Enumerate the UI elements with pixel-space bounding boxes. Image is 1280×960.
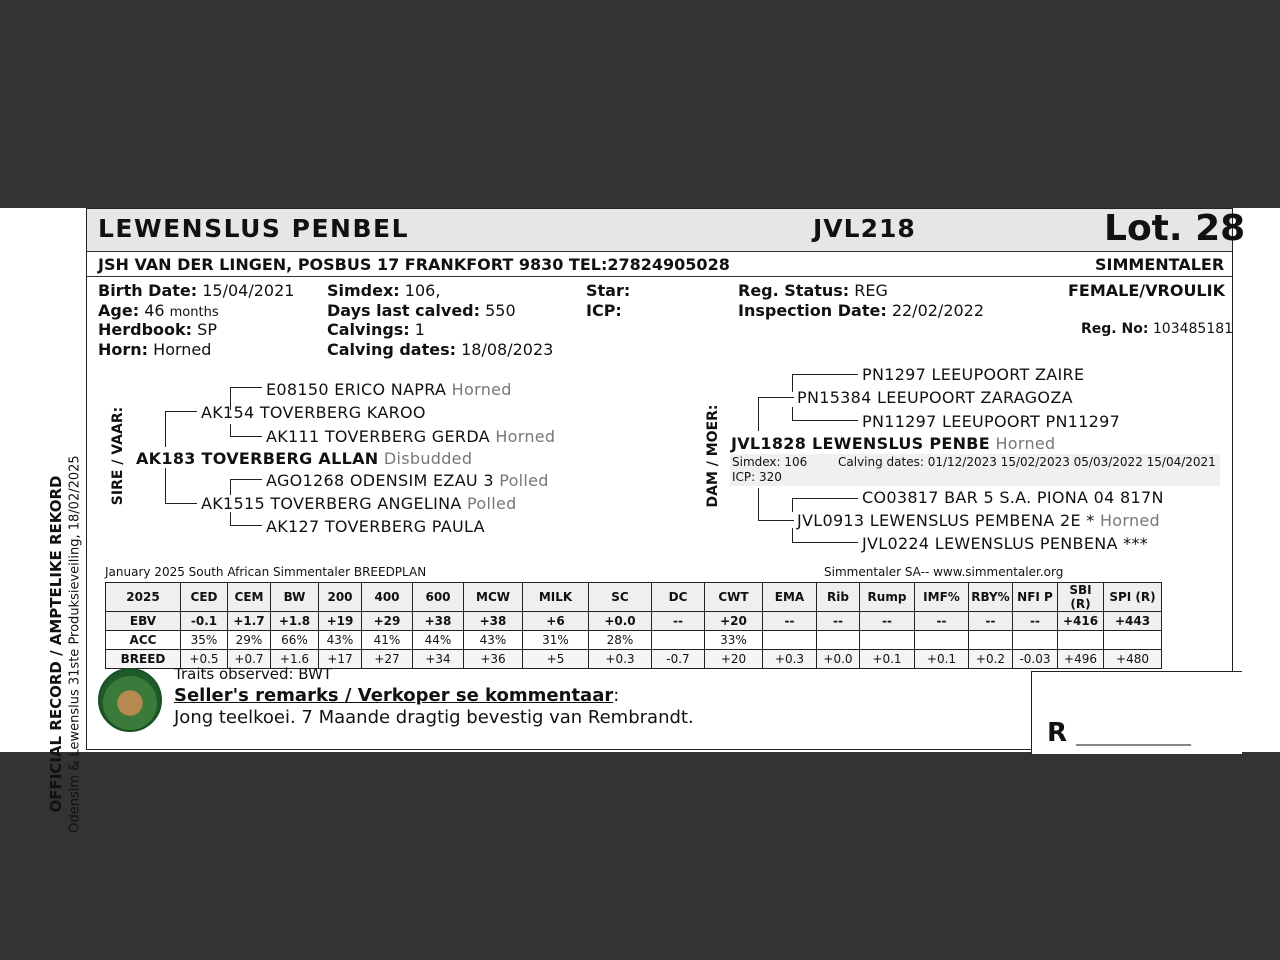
breed-cell: +480 [1104,650,1162,669]
dam-dam: JVL0913 LEWENSLUS PEMBENA 2E * Horned [797,511,1161,530]
breed-cell: +0.3 [589,650,652,669]
headers-cell: CEM [228,583,271,612]
dam-sire: PN15384 LEEUPOORT ZARAGOZA [797,388,1073,407]
headers-cell: Rib [817,583,860,612]
days-last-calved: Days last calved: 550 [327,301,516,320]
headers-cell: Rump [860,583,915,612]
breed-cell: +20 [705,650,763,669]
acc-cell [969,631,1013,650]
ebv-cell: -- [763,612,817,631]
ebv-cell: -0.1 [181,612,228,631]
acc-cell [817,631,860,650]
ebv-cell: EBV [106,612,181,631]
ebv-cell: +443 [1104,612,1162,631]
headers-cell: 200 [319,583,362,612]
dam-simdex: Simdex: 106 [732,455,808,469]
breed-cell: +0.3 [763,650,817,669]
breedplan-title: January 2025 South African Simmentaler BREEDPLAN [105,565,427,579]
acc-cell: 41% [362,631,413,650]
sire-dam-dam: AK127 TOVERBERG PAULA [266,517,485,536]
acc-cell: 29% [228,631,271,650]
ebv-cell: +1.7 [228,612,271,631]
headers-cell: 600 [413,583,464,612]
remarks-text: Jong teelkoei. 7 Maande dragtig bevestig van Rembrandt. [174,707,694,728]
headers-cell: SBI (R) [1058,583,1104,612]
acc-cell [915,631,969,650]
breed-cell: +496 [1058,650,1104,669]
birth-date: Birth Date: 15/04/2021 [98,281,295,300]
headers-cell: NFI P [1013,583,1058,612]
ebv-cell: +19 [319,612,362,631]
owner-address: JSH VAN DER LINGEN, POSBUS 17 FRANKFORT 9830 TEL:27824905028 [98,255,730,274]
calving-dates: Calving dates: 18/08/2023 [327,340,554,359]
remarks-heading: Seller's remarks / Verkoper se kommentaar: [174,685,620,706]
inspection-date: Inspection Date: 22/02/2022 [738,301,985,320]
breed-cell: -0.03 [1013,650,1058,669]
sire-sire-dam: AK111 TOVERBERG GERDA Horned [266,427,556,446]
headers-cell: CWT [705,583,763,612]
ebv-cell: -- [1013,612,1058,631]
ebv-cell: +416 [1058,612,1104,631]
headers-cell: SC [589,583,652,612]
registration-number: Reg. No: 103485181 [1081,321,1234,337]
acc-cell: 66% [271,631,319,650]
headers-cell: EMA [763,583,817,612]
breed-cell: +0.1 [915,650,969,669]
headers-cell: 400 [362,583,413,612]
headers-cell: BW [271,583,319,612]
breedplan-header-row [106,583,1162,612]
ebv-cell: -- [860,612,915,631]
sire-label: SIRE / VAAR: [110,406,126,506]
animal-id: JVL218 [813,214,916,243]
age: Age: 46 months [98,301,219,320]
headers-cell: MCW [464,583,523,612]
traits-observed: Traits observed: BWT [174,665,333,683]
ebv-cell: -- [915,612,969,631]
acc-cell [1104,631,1162,650]
breed-cell: BREED [106,650,181,669]
breedplan-ebv-row [106,612,1162,631]
breed-cell: +1.6 [271,650,319,669]
ebv-cell: +29 [362,612,413,631]
acc-cell [763,631,817,650]
acc-cell: 28% [589,631,652,650]
price-currency: R [1047,718,1068,748]
sex: FEMALE/VROULIK [1068,281,1225,300]
official-record-label: OFFICIAL RECORD / AMPTELIKE REKORD [47,475,65,813]
ebv-cell: +6 [523,612,589,631]
simmentaler-logo [98,668,162,732]
calvings: Calvings: 1 [327,320,425,339]
ebv-cell: +0.0 [589,612,652,631]
headers-cell: IMF% [915,583,969,612]
ebv-cell: -- [652,612,705,631]
dam-dam-sire: CO03817 BAR 5 S.A. PIONA 04 817N [862,488,1164,507]
dam-label: DAM / MOER: [705,404,721,508]
breedplan-website: Simmentaler SA-- www.simmentaler.org [824,565,1064,579]
sire-sire-sire: E08150 ERICO NAPRA Horned [266,380,512,399]
sire-sire: AK154 TOVERBERG KAROO [201,403,426,422]
acc-cell [1058,631,1104,650]
acc-cell: 33% [705,631,763,650]
star-label: Star: [586,281,631,300]
lot-card-page [0,208,1280,833]
acc-cell: 35% [181,631,228,650]
sire-dam-sire: AGO1268 ODENSIM EZAU 3 Polled [266,471,549,490]
animal-name: LEWENSLUS PENBEL [98,214,410,243]
price-line[interactable]: ___________________ [1076,730,1190,746]
breed-cell: +0.7 [228,650,271,669]
breed-cell: +0.1 [860,650,915,669]
ebv-cell: +38 [464,612,523,631]
herdbook: Herdbook: SP [98,320,217,339]
dam-dam-dam: JVL0224 LEWENSLUS PENBENA *** [862,534,1149,553]
dam-sire-dam: PN11297 LEEUPOORT PN11297 [862,412,1121,431]
horn-status: Horn: Horned [98,340,212,359]
breed-cell: -0.7 [652,650,705,669]
dam-sire-sire: PN1297 LEEUPOORT ZAIRE [862,365,1085,384]
ebv-cell: -- [969,612,1013,631]
headers-cell: RBY% [969,583,1013,612]
breed-cell: +0.5 [181,650,228,669]
breed-cell: +0.2 [969,650,1013,669]
dam-icp: ICP: 320 [732,470,782,484]
breed-cell: +36 [464,650,523,669]
sire-name: AK183 TOVERBERG ALLAN Disbudded [136,449,473,468]
icp-label: ICP: [586,301,622,320]
dam-calving-dates: Calving dates: 01/12/2023 15/02/2023 05/03/2022 15/04/2021 [838,455,1216,469]
acc-cell: 43% [319,631,362,650]
breed-cell: +27 [362,650,413,669]
headers-cell: DC [652,583,705,612]
headers-cell: SPI (R) [1104,583,1162,612]
acc-cell [860,631,915,650]
headers-cell: 2025 [106,583,181,612]
breed-cell: +0.0 [817,650,860,669]
ebv-cell: -- [817,612,860,631]
sire-dam: AK1515 TOVERBERG ANGELINA Polled [201,494,517,513]
reg-status: Reg. Status: REG [738,281,888,300]
sale-name-label: Odensim & Lewenslus 31ste Produksieveiling, 18/02/2025 [67,455,83,833]
simdex: Simdex: 106, [327,281,441,300]
headers-cell: MILK [523,583,589,612]
acc-cell: 44% [413,631,464,650]
acc-cell [652,631,705,650]
ebv-cell: +38 [413,612,464,631]
breed-name: SIMMENTALER [1095,255,1225,274]
breedplan-acc-row [106,631,1162,650]
breed-cell: +5 [523,650,589,669]
acc-cell [1013,631,1058,650]
lot-number: Lot. 28 [1104,208,1246,249]
acc-cell: 31% [523,631,589,650]
headers-cell: CED [181,583,228,612]
breed-cell: +34 [413,650,464,669]
breedplan-table [105,582,1162,669]
ebv-cell: +20 [705,612,763,631]
acc-cell: ACC [106,631,181,650]
breed-cell: +17 [319,650,362,669]
ebv-cell: +1.8 [271,612,319,631]
dam-name: JVL1828 LEWENSLUS PENBE Horned [731,434,1056,453]
acc-cell: 43% [464,631,523,650]
